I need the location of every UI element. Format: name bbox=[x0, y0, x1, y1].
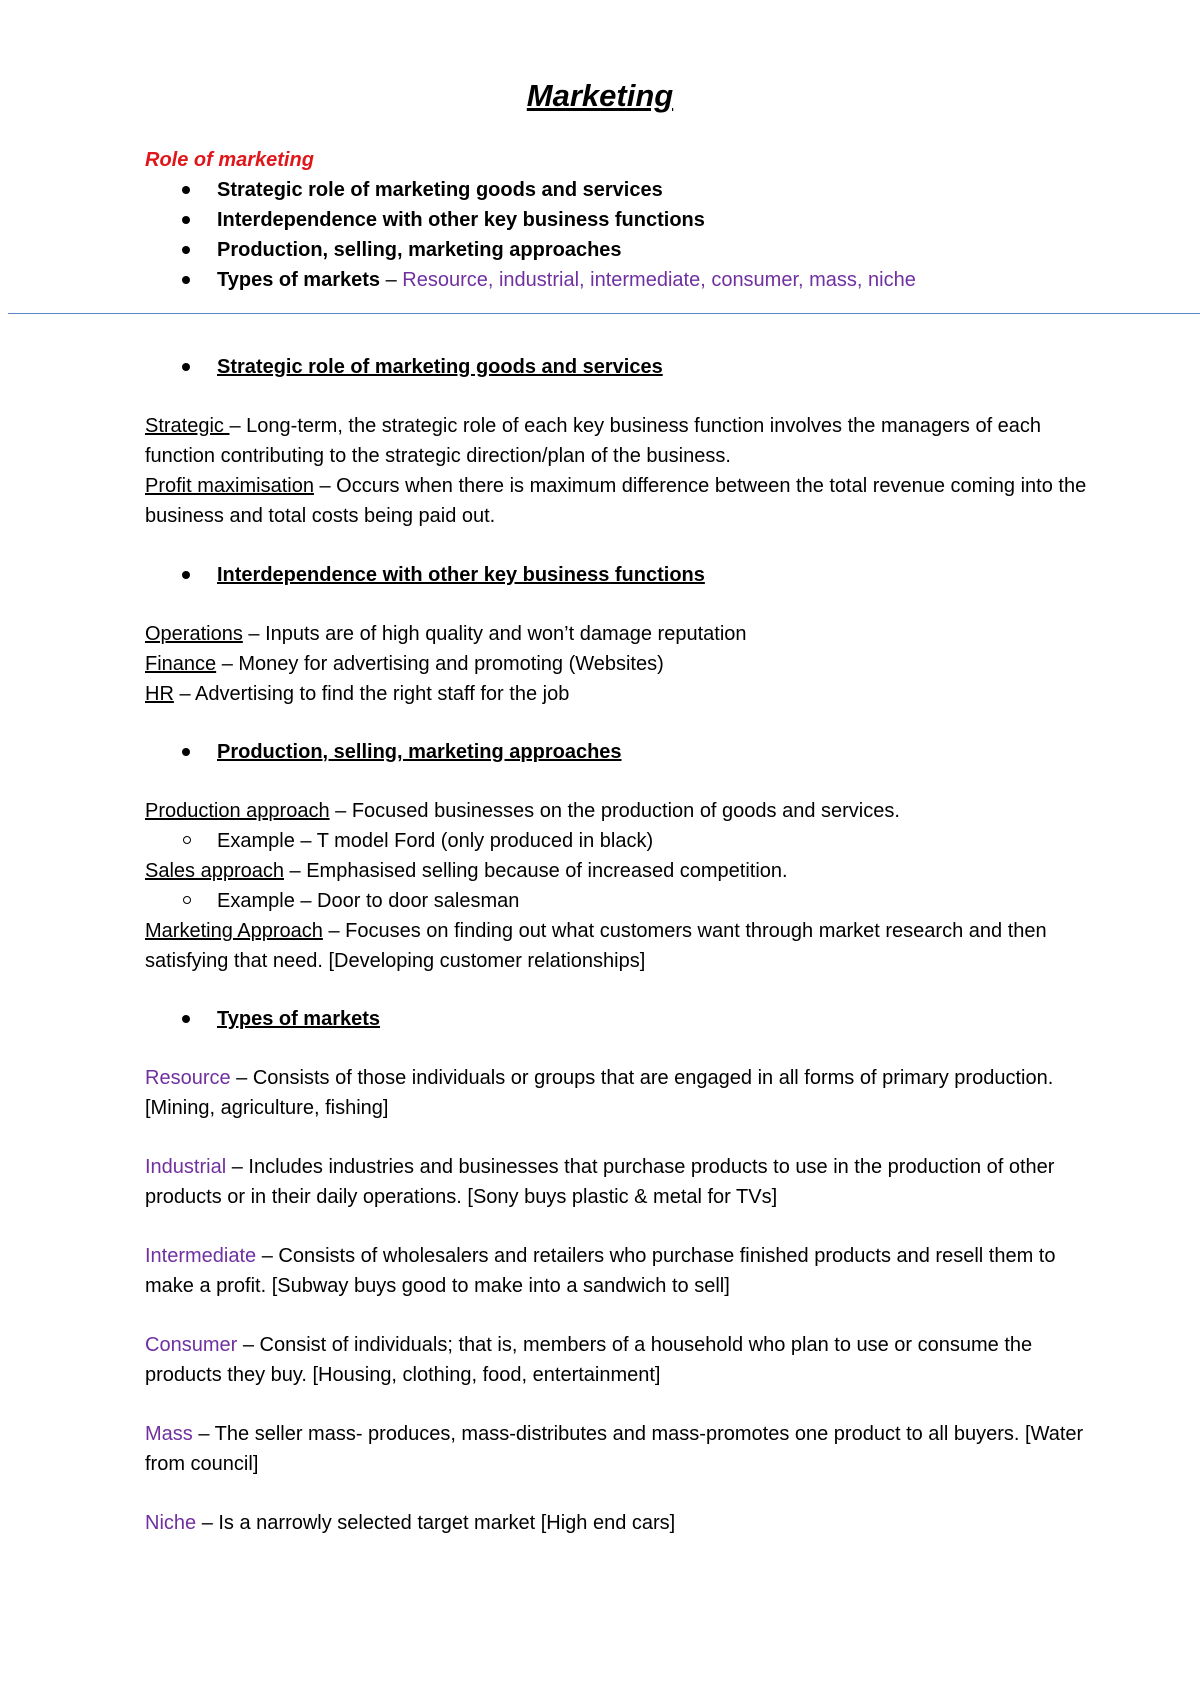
strategic-term: Strategic bbox=[145, 415, 230, 437]
section-heading-strategic: Strategic role of marketing goods and services bbox=[145, 352, 663, 382]
strategic-def: – Long-term, the strategic role of each key business function involves the managers of each function contributing to the strategic direction/plan of the business. bbox=[145, 415, 1042, 467]
section-heading-approaches: Production, selling, marketing approaches bbox=[145, 737, 622, 767]
market-term: Industrial bbox=[145, 1156, 227, 1178]
interdependence-item bbox=[145, 649, 1105, 679]
role-item: Production, selling, marketing approaches bbox=[145, 235, 1105, 265]
interdependence-block bbox=[145, 619, 1105, 709]
market-def: – Consists of those individuals or groups that are engaged in all forms of primary production. [Mining, agriculture, fishing] bbox=[145, 1067, 1054, 1119]
profit-term: Profit maximisation bbox=[145, 475, 314, 497]
market-type-niche bbox=[145, 1508, 1105, 1538]
item-def: – Inputs are of high quality and won’t damage reputation bbox=[242, 623, 747, 645]
role-list bbox=[145, 175, 1105, 295]
market-def: – Is a narrowly selected target market [High end cars] bbox=[196, 1512, 676, 1534]
item-def: – Advertising to find the right staff for the job bbox=[173, 683, 570, 705]
sales-example: Example – Door to door salesman bbox=[145, 886, 1105, 916]
market-def: – Consists of wholesalers and retailers who purchase finished products and resell them to make a profit. [Subway buys good to make into a sandwich to sell] bbox=[145, 1245, 1056, 1297]
market-type-consumer bbox=[145, 1330, 1105, 1390]
strategic-block bbox=[145, 411, 1105, 531]
sales-approach bbox=[145, 856, 1105, 886]
role-types-dash: – bbox=[380, 269, 403, 291]
market-type-mass bbox=[145, 1419, 1105, 1479]
approaches-block bbox=[145, 796, 1105, 976]
role-item: Strategic role of marketing goods and services bbox=[145, 175, 1105, 205]
role-item: Interdependence with other key business functions bbox=[145, 205, 1105, 235]
market-type-industrial bbox=[145, 1152, 1105, 1212]
production-def: – Focused businesses on the production of goods and services. bbox=[329, 800, 900, 822]
item-term: Operations bbox=[145, 623, 243, 645]
role-types-label: Types of markets bbox=[217, 269, 381, 291]
interdependence-item bbox=[145, 619, 1105, 649]
divider-line bbox=[8, 313, 1200, 314]
sales-def: – Emphasised selling because of increased competition. bbox=[283, 860, 788, 882]
market-def: – Consist of individuals; that is, members of a household who plan to use or consume the products they buy. [Housing, clothing, food, entertainment] bbox=[145, 1334, 1033, 1386]
role-types-list: Resource, industrial, intermediate, consumer, mass, niche bbox=[402, 269, 916, 291]
profit-definition bbox=[145, 471, 1105, 531]
marketing-term: Marketing Approach bbox=[145, 920, 323, 942]
strategic-definition bbox=[145, 411, 1105, 471]
item-term: HR bbox=[145, 683, 174, 705]
market-def: – The seller mass- produces, mass-distributes and mass-promotes one product to all buyers. [Water from council] bbox=[145, 1423, 1084, 1475]
market-type-intermediate bbox=[145, 1241, 1105, 1301]
market-def: – Includes industries and businesses that purchase products to use in the production of other products or in their daily operations. [Sony buys plastic & metal for TVs] bbox=[145, 1156, 1055, 1208]
production-example: Example – T model Ford (only produced in black) bbox=[145, 826, 1105, 856]
market-type-resource bbox=[145, 1063, 1105, 1123]
market-term: Resource bbox=[145, 1067, 231, 1089]
market-term: Mass bbox=[145, 1423, 193, 1445]
role-heading: Role of marketing bbox=[145, 149, 314, 171]
section-heading-types: Types of markets bbox=[145, 1004, 380, 1034]
page-title: Marketing bbox=[526, 78, 674, 113]
market-term: Consumer bbox=[145, 1334, 238, 1356]
sales-term: Sales approach bbox=[145, 860, 284, 882]
marketing-approach bbox=[145, 916, 1105, 976]
market-term: Niche bbox=[145, 1512, 197, 1534]
item-def: – Money for advertising and promoting (Websites) bbox=[216, 653, 664, 675]
market-term: Intermediate bbox=[145, 1245, 257, 1267]
marketing-def: – Focuses on finding out what customers want through market research and then satisfying that need. [Developing customer relationships] bbox=[145, 920, 1047, 972]
interdependence-item bbox=[145, 679, 1105, 709]
section-heading-interdependence: Interdependence with other key business functions bbox=[145, 560, 705, 590]
role-item-types bbox=[145, 265, 1105, 295]
production-term: Production approach bbox=[145, 800, 330, 822]
types-block bbox=[145, 1063, 1105, 1538]
production-approach bbox=[145, 796, 1105, 826]
profit-def: – Occurs when there is maximum difference between the total revenue coming into the business and total costs being paid out. bbox=[145, 475, 1087, 527]
item-term: Finance bbox=[145, 653, 217, 675]
role-of-marketing-block bbox=[145, 145, 1105, 295]
